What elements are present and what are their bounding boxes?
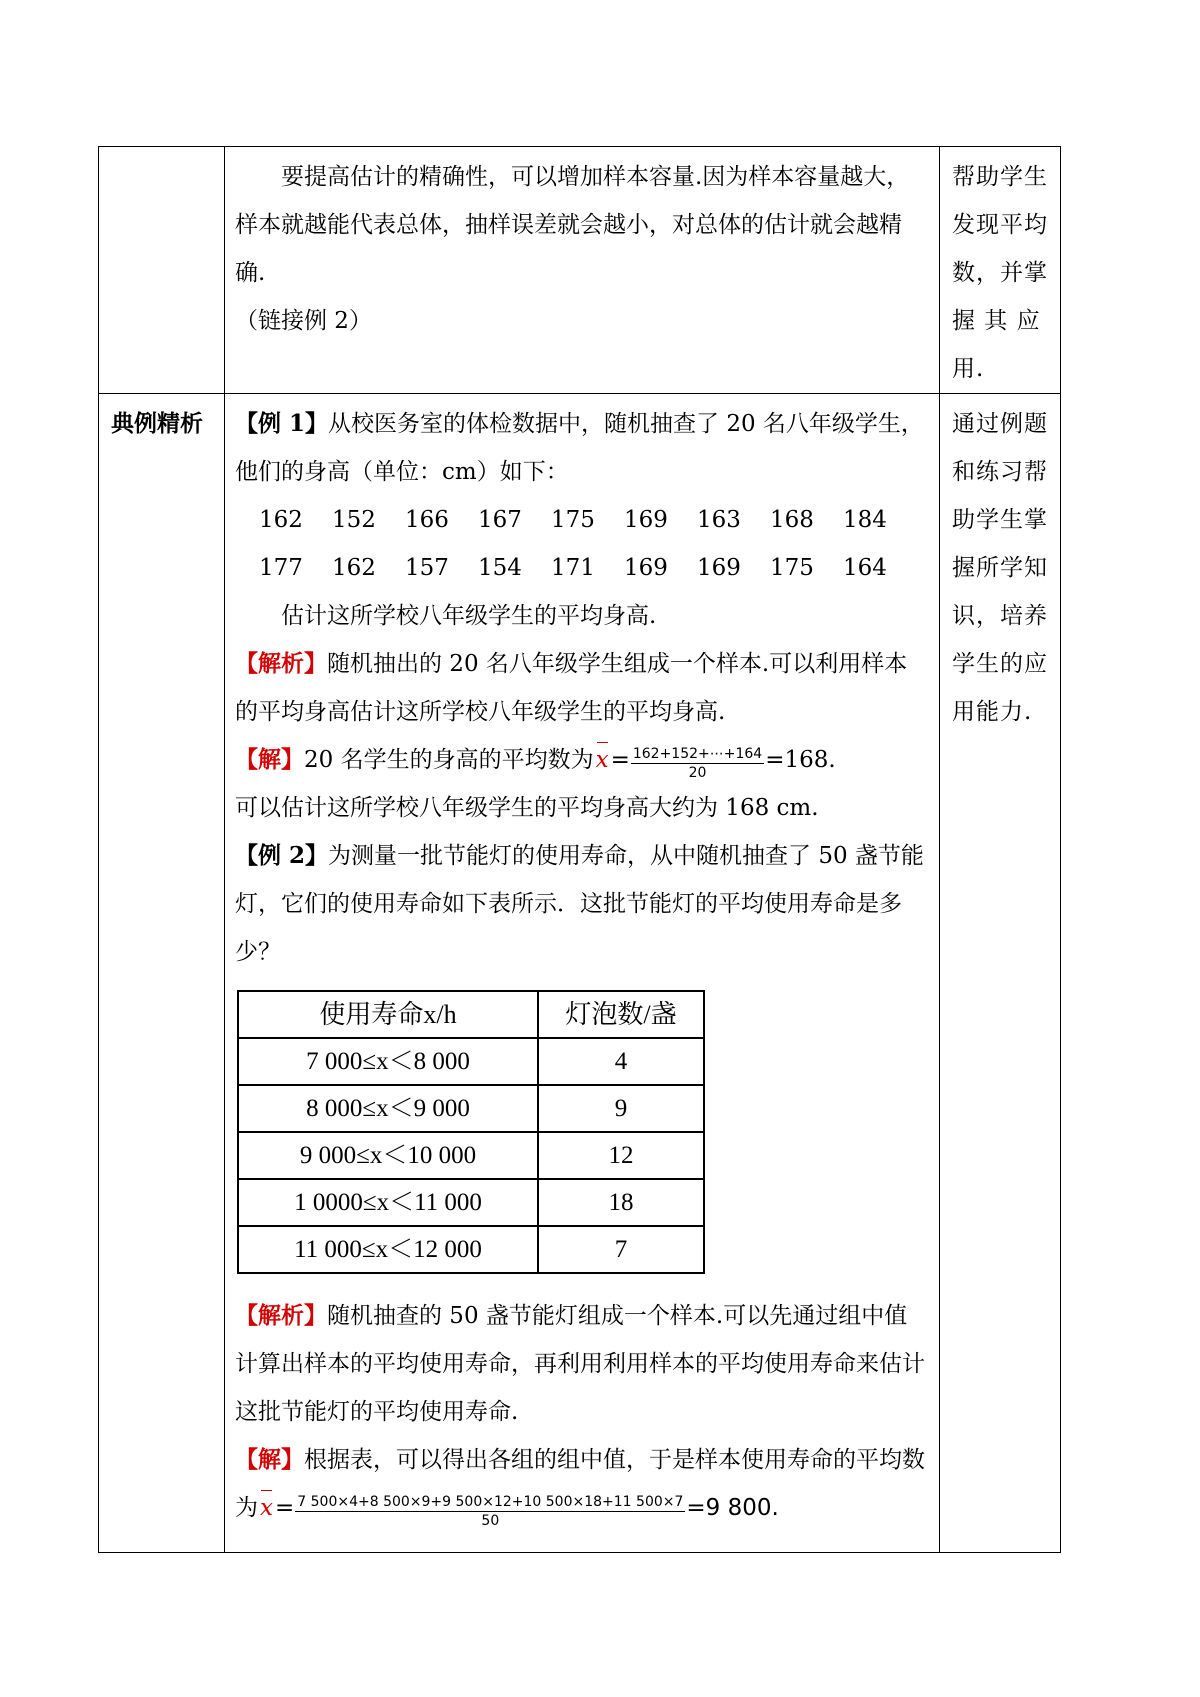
height-value: 175 (551, 507, 595, 533)
content-cell (225, 394, 940, 1553)
table-row (99, 147, 1061, 394)
table-cell: 7 000≤x＜8 000 (238, 1038, 538, 1085)
lamp-lifetime-table (237, 990, 705, 1274)
height-value: 169 (624, 555, 668, 581)
heights-list-row-1 (235, 496, 929, 544)
height-value: 177 (259, 555, 303, 581)
table-row (238, 1132, 704, 1179)
example-1-tag: 【例 1】 (235, 410, 329, 437)
analysis-tag: 【解析】 (235, 650, 327, 677)
table-row (238, 1038, 704, 1085)
height-value: 162 (259, 507, 303, 533)
height-value: 164 (843, 555, 887, 581)
purpose-text: 帮助学生发现平均数，并掌握 其 应用. (952, 164, 1048, 382)
column-header: 使用寿命x/h (238, 991, 538, 1038)
height-value: 169 (697, 555, 741, 581)
link-example-note: （链接例 2） (235, 308, 372, 334)
table-header-row (238, 991, 704, 1038)
mean-fraction: $\frac{7 500\times 4+8 500\times 9+9 500\times 12+10 500\times 18+11 500\times 7}{50}$ (297, 1493, 684, 1529)
section-label: 典例精析 (111, 411, 203, 437)
example-2-statement: 【例 2】为测量一批节能灯的使用寿命，从中随机抽查了 50 盏节能灯，它们的使用寿命如下表所示．这批节能灯的平均使用寿命是多少？ (235, 842, 924, 965)
table-row (238, 1179, 704, 1226)
example-2-solution: 【解】根据表，可以得出各组的组中值，于是样本使用寿命的平均数为x= $\frac{7 500\times 4+8 500\times 9+9 500\times 12+10 500\times 18+11 500\times 7}{50}$ =9 800. (235, 1436, 929, 1532)
example-1-question: 估计这所学校八年级学生的平均身高. (281, 603, 657, 629)
table-cell: 9 (538, 1085, 704, 1132)
table-row (238, 1085, 704, 1132)
mean-fraction: $\frac{162+152+\cdots+164}{20}$ (632, 745, 763, 781)
example-1-solution: 【解】20 名学生的身高的平均数为x= $\frac{162+152+\cdots+164}{20}$ =168. (235, 736, 929, 784)
purpose-text: 通过例题和练习帮助学生掌握所学知识，培养学生的应用能力. (952, 411, 1048, 725)
label-cell-empty (99, 147, 225, 394)
table-cell: 8 000≤x＜9 000 (238, 1085, 538, 1132)
height-value: 175 (770, 555, 814, 581)
table-cell: 12 (538, 1132, 704, 1179)
label-cell (99, 394, 225, 1553)
height-value: 162 (332, 555, 376, 581)
heights-list-row-2 (235, 544, 929, 592)
example-1-statement: 【例 1】从校医务室的体检数据中，随机抽查了 20 名八年级学生，他们的身高（单位：cm）如下： (235, 410, 924, 485)
solution-tag: 【解】 (235, 1446, 304, 1473)
table-cell: 9 000≤x＜10 000 (238, 1132, 538, 1179)
table-row (99, 394, 1061, 1553)
table-cell: 7 (538, 1226, 704, 1273)
table-row (238, 1226, 704, 1273)
table-cell: 1 0000≤x＜11 000 (238, 1179, 538, 1226)
mean-symbol: x (596, 736, 609, 784)
table-cell: 11 000≤x＜12 000 (238, 1226, 538, 1273)
table-cell: 18 (538, 1179, 704, 1226)
table-cell: 4 (538, 1038, 704, 1085)
content-cell (225, 147, 940, 394)
example-1-analysis: 【解析】随机抽出的 20 名八年级学生组成一个样本.可以利用样本的平均身高估计这所学校八年级学生的平均身高. (235, 650, 908, 725)
height-value: 184 (843, 507, 887, 533)
analysis-tag: 【解析】 (235, 1302, 327, 1329)
solution-tag: 【解】 (235, 746, 304, 773)
purpose-cell (940, 147, 1061, 394)
height-value: 152 (332, 507, 376, 533)
mean-symbol: x (260, 1484, 273, 1532)
height-value: 154 (478, 555, 522, 581)
height-value: 167 (478, 507, 522, 533)
precision-paragraph: 要提高估计的精确性，可以增加样本容量.因为样本容量越大，样本就越能代表总体，抽样误差就会越小，对总体的估计就会越精确. (235, 164, 910, 286)
example-1-conclusion: 可以估计这所学校八年级学生的平均身高大约为 168 cm. (235, 795, 819, 821)
height-value: 163 (697, 507, 741, 533)
height-value: 169 (624, 507, 668, 533)
example-2-analysis: 【解析】随机抽查的 50 盏节能灯组成一个样本.可以先通过组中值计算出样本的平均使用寿命，再利用利用样本的平均使用寿命来估计这批节能灯的平均使用寿命. (235, 1302, 925, 1425)
height-value: 157 (405, 555, 449, 581)
height-value: 166 (405, 507, 449, 533)
height-value: 168 (770, 507, 814, 533)
height-value: 171 (551, 555, 595, 581)
purpose-cell (940, 394, 1061, 1553)
column-header: 灯泡数/盏 (538, 991, 704, 1038)
example-2-tag: 【例 2】 (235, 842, 329, 869)
lesson-table (98, 146, 1061, 1553)
